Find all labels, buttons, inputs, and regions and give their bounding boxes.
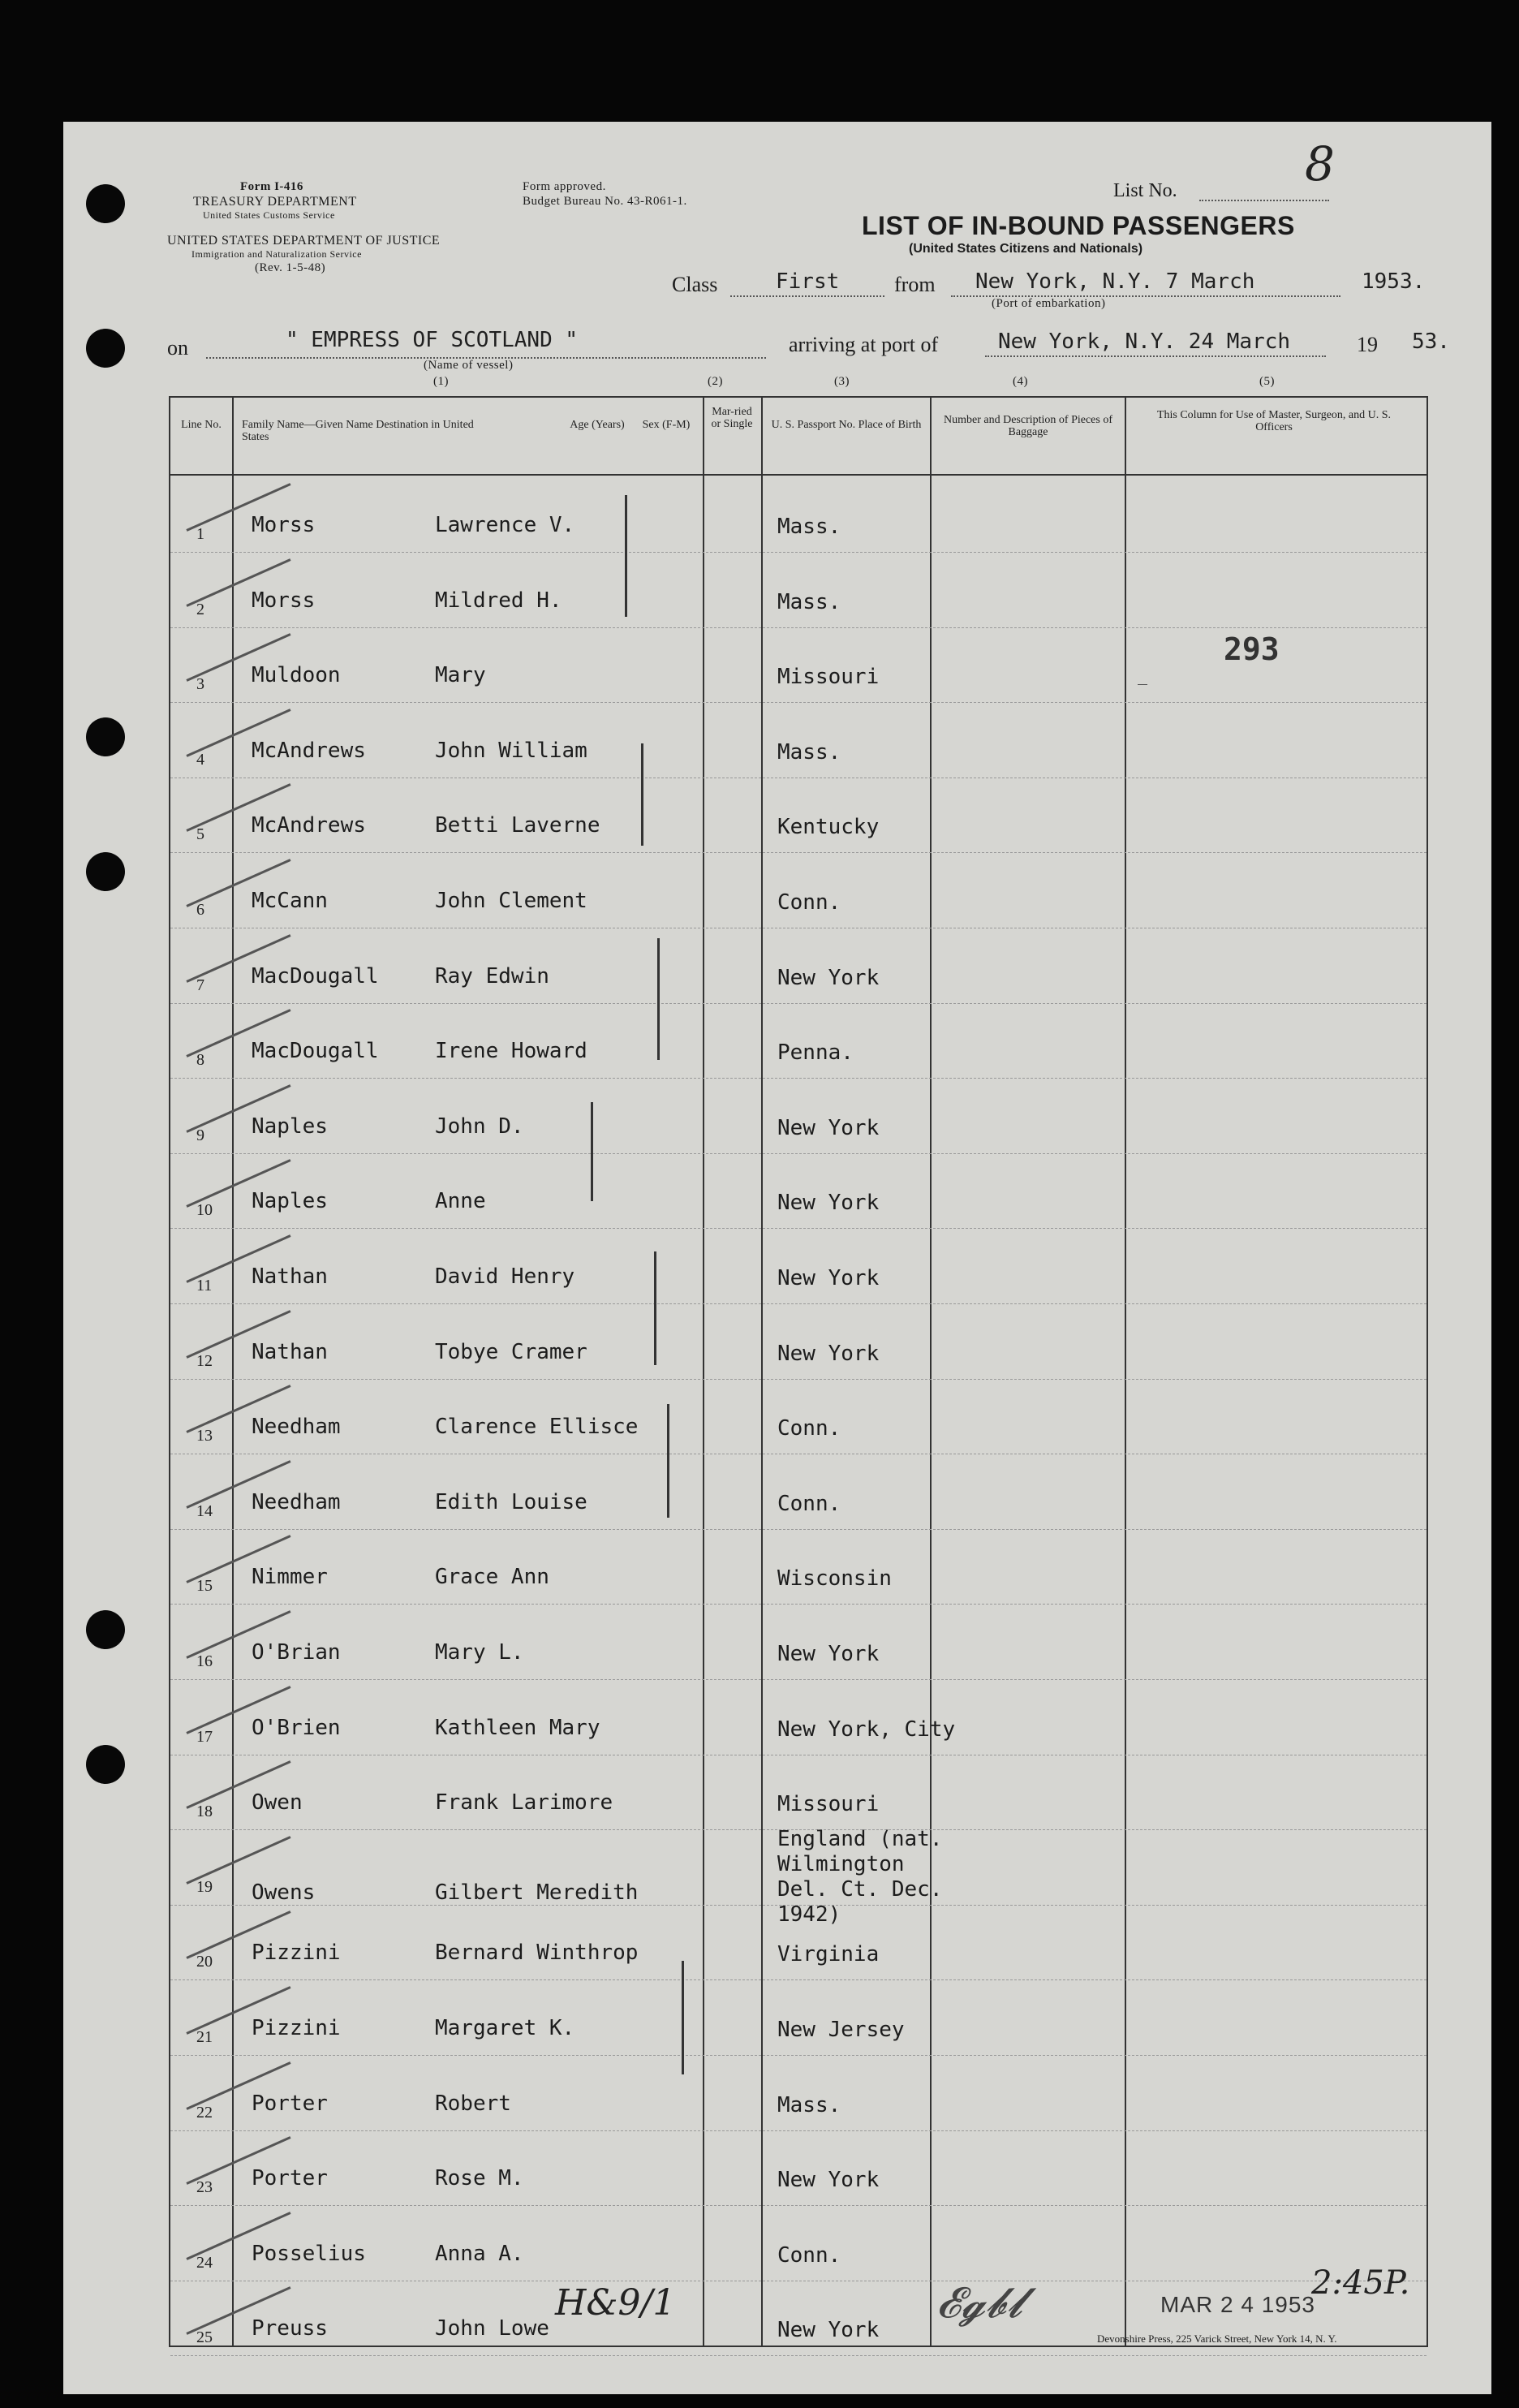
line-number: 5	[196, 825, 204, 844]
arrival-year-prefix: 19	[1357, 333, 1378, 356]
place-of-birth: New York	[777, 1115, 880, 1140]
col-header-sex: Sex (F-M)	[642, 419, 691, 431]
handwritten-note: H&9/1	[555, 2282, 676, 2324]
binder-hole	[86, 1745, 125, 1784]
given-name: Gilbert Meredith	[435, 1880, 639, 1905]
binder-hole	[86, 717, 125, 756]
given-name: John Clement	[435, 889, 587, 913]
row-divider	[170, 627, 1426, 628]
family-name: O'Brian	[252, 1640, 341, 1665]
agency-treasury: TREASURY DEPARTMENT	[193, 195, 357, 209]
table-row	[170, 779, 1426, 854]
family-brace	[657, 938, 660, 1060]
row-divider	[170, 2055, 1426, 2056]
arrival-port: New York, N.Y. 24 March	[998, 330, 1291, 354]
table-row	[170, 1456, 1426, 1531]
family-brace	[682, 1961, 684, 2074]
table-row	[170, 855, 1426, 929]
table-row	[170, 1826, 1426, 1927]
row-divider	[170, 1679, 1426, 1680]
row-divider	[170, 1228, 1426, 1229]
place-of-birth: New York	[777, 2168, 880, 2193]
given-name: Robert	[435, 2091, 511, 2116]
given-name: Mary	[435, 663, 486, 688]
table-row	[170, 1531, 1426, 1605]
from-value: New York, N.Y. 7 March	[975, 269, 1255, 294]
family-brace	[625, 495, 627, 617]
line-number: 7	[196, 976, 204, 994]
family-name: MacDougall	[252, 963, 379, 989]
family-name: Nathan	[252, 1264, 328, 1289]
place-of-birth: Missouri	[777, 665, 880, 690]
from-label: from	[894, 273, 936, 296]
given-name: John William	[435, 738, 587, 763]
table-row	[170, 1756, 1426, 1831]
family-brace	[591, 1102, 593, 1201]
place-of-birth: New York	[777, 1341, 880, 1366]
line-number: 17	[196, 1727, 213, 1746]
row-divider	[170, 2130, 1426, 2131]
family-name: Owens	[252, 1880, 316, 1905]
table-row	[170, 930, 1426, 1005]
family-name: Porter	[252, 2091, 328, 2116]
given-name: Ray Edwin	[435, 963, 549, 989]
given-name: David Henry	[435, 1264, 575, 1289]
row-divider	[170, 1529, 1426, 1530]
given-name: Mary L.	[435, 1640, 524, 1665]
given-name: John Lowe	[435, 2316, 549, 2341]
row-divider	[170, 1003, 1426, 1004]
line-number: 21	[196, 2028, 213, 2046]
col-num-3: (3)	[834, 375, 850, 388]
table-row	[170, 554, 1426, 629]
family-name: Owen	[252, 1790, 303, 1816]
given-name: Anne	[435, 1189, 486, 1214]
col-num-1: (1)	[433, 375, 449, 388]
given-name: Lawrence V.	[435, 513, 575, 537]
family-name: Needham	[252, 1415, 341, 1440]
form-number: Form I-416	[240, 180, 303, 193]
line-number: 3	[196, 675, 204, 694]
page-subtitle: (United States Citizens and Nationals)	[909, 242, 1143, 256]
family-name: Morss	[252, 588, 316, 613]
officer-signature: 𝓔𝓰𝓫𝓵	[936, 2279, 1023, 2328]
from-year: 1953.	[1362, 269, 1426, 294]
row-divider	[170, 2355, 1426, 2356]
given-name: Bernard Winthrop	[435, 1941, 639, 1966]
passenger-table: Line No. Family Name—Given Name Destination in United States Age (Years) Sex (F-M) Mar-ried or Single U. S. Passport No. Place of Birth Number and Description of Pieces of Baggage This Column for Use of Master, Surgeon, and U. S. Officers 1 Morss Lawrence V. Mass. 2 Morss Mildred H. Mass. 3 Muldoon Mary Missouri 4 McAndrews John William Mass. 5 McAndrews Betti Laverne Kentucky 6 McCann John Clement Conn. 7 MacDougall Ray Edwin New York 8 MacDougall Irene Howard Penna. 9 Naples John D. New York 10 Naples Anne New York 11 Nathan David Henry New York 12 Nathan Tobye Cramer New York 13 Needham Clarence Ellisce Conn. 14 Needham Edith Louise Conn. 15 Nimmer Grace Ann Wisconsin 16 O'Brian Mary L. New York 17 O'Brien Kathleen Mary New York, City 18 Owen Frank Larimore Missouri 19 Owens Gilbert Meredith England (nat. Wilmington Del. Ct. Dec. 1942) 20 Pizzini Bernard Winthrop Virginia 21 Pizzini Margaret K. New Jersey 22 Porter Robert Mass. 23 Porter Rose M. New York 24 Posselius Anna A. Conn. 25 Preuss John Lowe New York _ 293 H&9/1 𝓔𝓰𝓫𝓵	[169, 396, 1428, 2347]
line-number: 2	[196, 600, 204, 618]
arrival-year: 53.	[1412, 330, 1450, 354]
line-number: 8	[196, 1051, 204, 1070]
place-of-birth: New Jersey	[777, 2018, 905, 2042]
binder-hole	[86, 852, 125, 891]
table-row	[170, 1906, 1426, 1981]
table-row	[170, 1381, 1426, 1455]
vessel-name: " EMPRESS OF SCOTLAND "	[286, 328, 579, 352]
family-name: Naples	[252, 1114, 328, 1139]
row-divider	[170, 1604, 1426, 1605]
list-no-value: 8	[1305, 136, 1335, 192]
family-name: Pizzini	[252, 1941, 341, 1966]
given-name: Betti Laverne	[435, 813, 600, 838]
place-of-birth: New York	[777, 965, 880, 990]
line-number: 12	[196, 1351, 213, 1370]
col-header-married: Mar-ried or Single	[711, 406, 753, 430]
table-row	[170, 1005, 1426, 1079]
given-name: Rose M.	[435, 2166, 524, 2191]
line-number: 14	[196, 1501, 213, 1520]
col-header-officers: This Column for Use of Master, Surgeon, and U. S. Officers	[1156, 409, 1392, 433]
family-name: Nathan	[252, 1339, 328, 1364]
col-header-passport: U. S. Passport No. Place of Birth	[771, 419, 922, 431]
class-label: Class	[672, 273, 718, 296]
family-name: Needham	[252, 1489, 341, 1514]
family-name: Pizzini	[252, 2016, 341, 2040]
line-number: 22	[196, 2103, 213, 2122]
binder-hole	[86, 184, 125, 223]
family-name: Posselius	[252, 2241, 366, 2266]
family-name: Preuss	[252, 2316, 328, 2341]
row-divider	[170, 552, 1426, 553]
given-name: Edith Louise	[435, 1489, 587, 1514]
agency-immigration: Immigration and Naturalization Service	[191, 248, 362, 260]
row-divider	[170, 1979, 1426, 1980]
given-name: Frank Larimore	[435, 1790, 613, 1816]
place-of-birth: New York	[777, 1642, 880, 1666]
line-number: 15	[196, 1577, 213, 1596]
row-divider	[170, 2205, 1426, 2206]
col-num-5: (5)	[1259, 375, 1275, 388]
check-mark	[186, 1836, 290, 1885]
given-name: Tobye Cramer	[435, 1339, 587, 1364]
line-number: 10	[196, 1201, 213, 1220]
family-name: Porter	[252, 2166, 328, 2191]
on-label: on	[167, 336, 188, 360]
arrival-stamp-date: MAR 2 4 1953	[1160, 2292, 1315, 2317]
given-name: Kathleen Mary	[435, 1715, 600, 1740]
table-row	[170, 1982, 1426, 2057]
binder-hole	[86, 1610, 125, 1649]
family-name: MacDougall	[252, 1039, 379, 1064]
place-of-birth: Missouri	[777, 1792, 880, 1817]
place-of-birth: New York	[777, 2318, 880, 2343]
line-number: 1	[196, 525, 204, 543]
line-number: 9	[196, 1126, 204, 1144]
place-of-birth: Wisconsin	[777, 1566, 892, 1592]
table-row	[170, 2208, 1426, 2282]
family-brace	[667, 1404, 669, 1518]
budget-bureau: Budget Bureau No. 43-R061-1.	[523, 195, 687, 208]
place-of-birth: New York	[777, 1266, 880, 1290]
family-name: Naples	[252, 1189, 328, 1214]
place-of-birth: Mass.	[777, 2092, 841, 2117]
place-of-birth: Mass.	[777, 589, 841, 614]
table-row	[170, 1230, 1426, 1305]
row-divider	[170, 702, 1426, 703]
line-number: 16	[196, 1652, 213, 1670]
officer-note: 293	[1224, 631, 1280, 667]
row-divider	[170, 1379, 1426, 1380]
place-of-birth: Conn.	[777, 1491, 841, 1516]
table-row	[170, 2132, 1426, 2207]
col-num-2: (2)	[708, 375, 723, 388]
line-number: 13	[196, 1427, 213, 1445]
agency-justice: UNITED STATES DEPARTMENT OF JUSTICE	[167, 234, 441, 248]
row-divider	[170, 1153, 1426, 1154]
page-title: LIST OF IN-BOUND PASSENGERS	[862, 211, 1295, 240]
place-of-birth: New York, City	[777, 1717, 956, 1742]
place-of-birth: Penna.	[777, 1040, 854, 1066]
place-of-birth: Conn.	[777, 2242, 841, 2268]
given-name: Anna A.	[435, 2241, 524, 2266]
line-number: 23	[196, 2178, 213, 2197]
family-name: McAndrews	[252, 738, 366, 763]
place-of-birth: Conn.	[777, 1416, 841, 1441]
col-header-age: Age (Years)	[570, 419, 625, 431]
table-row	[170, 479, 1426, 554]
line-number: 6	[196, 901, 204, 919]
vessel-label: (Name of vessel)	[424, 359, 514, 372]
row-divider	[170, 1078, 1426, 1079]
place-of-birth: Conn.	[777, 890, 841, 915]
place-of-birth: New York	[777, 1191, 880, 1216]
col-header-name: Family Name—Given Name Destination in United States	[242, 419, 474, 443]
line-number: 20	[196, 1953, 213, 1971]
printer-imprint: Devonshire Press, 225 Varick Street, New York 14, N. Y.	[1097, 2333, 1337, 2345]
agency-customs: United States Customs Service	[203, 209, 335, 221]
port-embarkation-label: (Port of embarkation)	[992, 297, 1106, 310]
table-row	[170, 1306, 1426, 1381]
table-row	[170, 2057, 1426, 2132]
place-of-birth: England (nat. Wilmington Del. Ct. Dec. 1942)	[777, 1826, 943, 1927]
col-header-line-no: Line No.	[181, 419, 222, 431]
list-no-label: List No.	[1113, 180, 1177, 201]
class-line	[730, 295, 884, 297]
given-name: John D.	[435, 1114, 524, 1139]
family-brace	[641, 743, 643, 846]
col-num-4: (4)	[1013, 375, 1028, 388]
given-name: Mildred H.	[435, 588, 562, 613]
table-row	[170, 704, 1426, 779]
place-of-birth: Kentucky	[777, 815, 880, 840]
given-name: Irene Howard	[435, 1039, 587, 1064]
line-number: 24	[196, 2253, 213, 2272]
row-divider	[170, 1905, 1426, 1906]
list-no-line	[1199, 200, 1329, 201]
family-name: McCann	[252, 889, 328, 913]
given-name: Grace Ann	[435, 1565, 549, 1590]
form-revision: (Rev. 1-5-48)	[255, 261, 326, 274]
table-row	[170, 1155, 1426, 1230]
arrival-line	[985, 355, 1326, 357]
table-row	[170, 1080, 1426, 1155]
family-name: O'Brien	[252, 1715, 341, 1740]
place-of-birth: Mass.	[777, 515, 841, 539]
family-name: Morss	[252, 513, 316, 537]
place-of-birth: Virginia	[777, 1942, 880, 1967]
line-number: 25	[196, 2328, 213, 2347]
arrival-stamp-time: 2:45P.	[1311, 2264, 1410, 2302]
form-approved: Form approved.	[523, 180, 606, 193]
row-divider	[170, 852, 1426, 853]
family-name: Nimmer	[252, 1565, 328, 1590]
family-brace	[654, 1251, 656, 1365]
given-name: Clarence Ellisce	[435, 1415, 639, 1440]
family-name: McAndrews	[252, 813, 366, 838]
table-row	[170, 1606, 1426, 1681]
row-divider	[170, 1303, 1426, 1304]
arriving-label: arriving at port of	[789, 333, 939, 356]
binder-hole	[86, 329, 125, 368]
line-number: 4	[196, 750, 204, 769]
given-name: Margaret K.	[435, 2016, 575, 2040]
line-number: 11	[196, 1277, 213, 1294]
place-of-birth: Mass.	[777, 739, 841, 765]
col-header-baggage: Number and Description of Pieces of Baggage	[944, 414, 1112, 438]
line-number: 18	[196, 1803, 213, 1821]
line-number: 19	[196, 1877, 213, 1896]
table-row	[170, 1682, 1426, 1756]
family-name: Muldoon	[252, 663, 341, 688]
class-value: First	[776, 269, 840, 294]
